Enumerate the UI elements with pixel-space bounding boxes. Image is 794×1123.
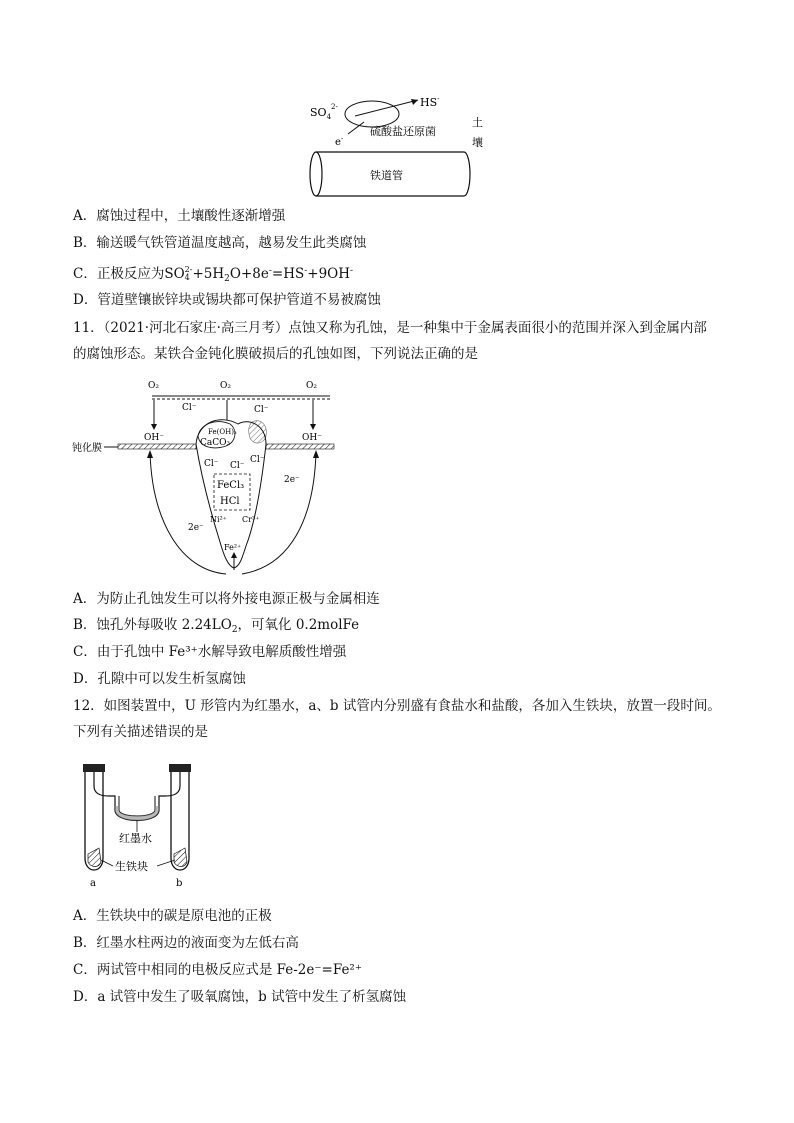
cl-label-2: Cl⁻ <box>254 405 269 415</box>
iron-block-b <box>174 848 187 867</box>
ink-label: 红墨水 <box>119 832 152 845</box>
pipe-end <box>310 152 322 196</box>
q10-option-b: B．输送暖气铁管道温度越高，越易发生此类腐蚀 <box>73 235 367 251</box>
arrow-e <box>348 122 364 134</box>
arrow-head-icon <box>147 450 153 458</box>
o2-left: O₂ <box>148 381 159 391</box>
passivation-film-right <box>266 444 334 449</box>
ni-label: Ni²⁺ <box>210 515 227 524</box>
oh-left: OH⁻ <box>144 433 164 443</box>
q12-option-c: C．两试管中相同的电极反应式是 Fe-2e⁻=Fe²⁺ <box>73 962 362 978</box>
arrow-head-icon <box>151 424 157 430</box>
stopper-b <box>169 764 191 772</box>
tube-b-label: b <box>176 878 183 889</box>
q12-option-d: D．a 试管中发生了吸氧腐蚀，b 试管中发生了析氢腐蚀 <box>73 989 407 1005</box>
so4-label: $SO_4^{2-}$ <box>310 103 338 121</box>
pipe-label: 铁道管 <box>370 169 403 182</box>
figure-u-tube <box>75 758 215 893</box>
feoh3-label: Fe(OH)₃ <box>208 428 237 436</box>
u-tube <box>94 772 180 821</box>
q10-option-c: C．正极反应为SO 2- 4 $+5H_2O+8e^-=HS^-+9OH^-$ <box>73 265 354 284</box>
cl-label-4: Cl⁻ <box>230 461 245 471</box>
fe2-label: Fe²⁺ <box>224 543 242 552</box>
arrow-to-hs <box>355 100 418 116</box>
stopper-a <box>83 764 105 772</box>
q12-option-b: B．红墨水柱两边的液面变为左低右高 <box>73 935 299 951</box>
figure-pitting-corrosion <box>70 370 340 585</box>
hcl-label: HCl <box>220 496 240 507</box>
bacteria-label: 硫酸盐还原菌 <box>370 125 436 138</box>
q11-stem-line1: 11．（2021·河北石家庄·高三月考）点蚀又称为孔蚀，是一种集中于金属表面很小的范围并深入到金属内部 <box>73 320 707 336</box>
film-label: 钝化膜 <box>72 443 102 454</box>
iron-label: 生铁块 <box>115 860 148 873</box>
q11-option-c: C．由于孔蚀中 Fe³⁺水解导致电解质酸性增强 <box>73 644 347 660</box>
fecl3-label: FeCl₃ <box>217 480 245 491</box>
q12-stem-line2: 下列有关描述错误的是 <box>73 724 208 740</box>
caco3-label: CaCO₃ <box>200 438 231 448</box>
arrow-head-icon <box>310 424 316 430</box>
q10-option-d: D．管道壁镶嵌锌块或锡块都可保护管道不易被腐蚀 <box>73 292 381 308</box>
passivation-film-left <box>118 444 196 449</box>
u-tube-inner <box>119 796 155 816</box>
cl-label-3: Cl⁻ <box>204 459 219 469</box>
electron-right-label: 2e⁻ <box>284 475 300 485</box>
q12-stem-line1: 12．如图装置中，U 形管内为红墨水，a、b 试管内分别盛有食盐水和盐酸，各加入生铁块，放置一段时间。 <box>73 698 721 714</box>
soil-label-bottom: 壤 <box>472 136 483 149</box>
o2-right: O₂ <box>306 381 317 391</box>
figure-pipe-corrosion <box>300 92 500 202</box>
arrow-head-icon <box>411 99 418 105</box>
cl-label-1: Cl⁻ <box>182 403 197 413</box>
soil-label-top: 土 <box>472 116 483 129</box>
q11-option-b: B．蚀孔外每吸收 $2.24LO_2$，可氧化 0.2molFe <box>73 617 360 635</box>
cl-label-5: Cl⁻ <box>250 455 265 465</box>
arrow-head-icon <box>313 450 319 458</box>
oh-right: OH⁻ <box>302 433 322 443</box>
hs-label: HS- <box>420 95 440 109</box>
q11-option-a: A．为防止孔蚀发生可以将外接电源正极与金属相连 <box>73 591 380 607</box>
iron-block-a <box>88 848 101 867</box>
q12-option-a: A．生铁块中的碳是原电池的正极 <box>73 908 272 924</box>
bacteria-ellipse <box>345 101 399 127</box>
electron-label: e- <box>335 135 344 148</box>
q11-stem-line2: 的腐蚀形态。某铁合金钝化膜破损后的孔蚀如图，下列说法正确的是 <box>73 346 478 362</box>
deposit-blob-right <box>249 421 267 443</box>
q11-option-d: D．孔隙中可以发生析氢腐蚀 <box>73 671 246 687</box>
q10-option-a: A．腐蚀过程中，土壤酸性逐渐增强 <box>73 208 286 224</box>
cr-label: Cr³⁺ <box>242 515 260 524</box>
tube-a-label: a <box>90 878 96 889</box>
electron-left-label: 2e⁻ <box>188 523 204 533</box>
o2-mid: O₂ <box>220 381 231 391</box>
